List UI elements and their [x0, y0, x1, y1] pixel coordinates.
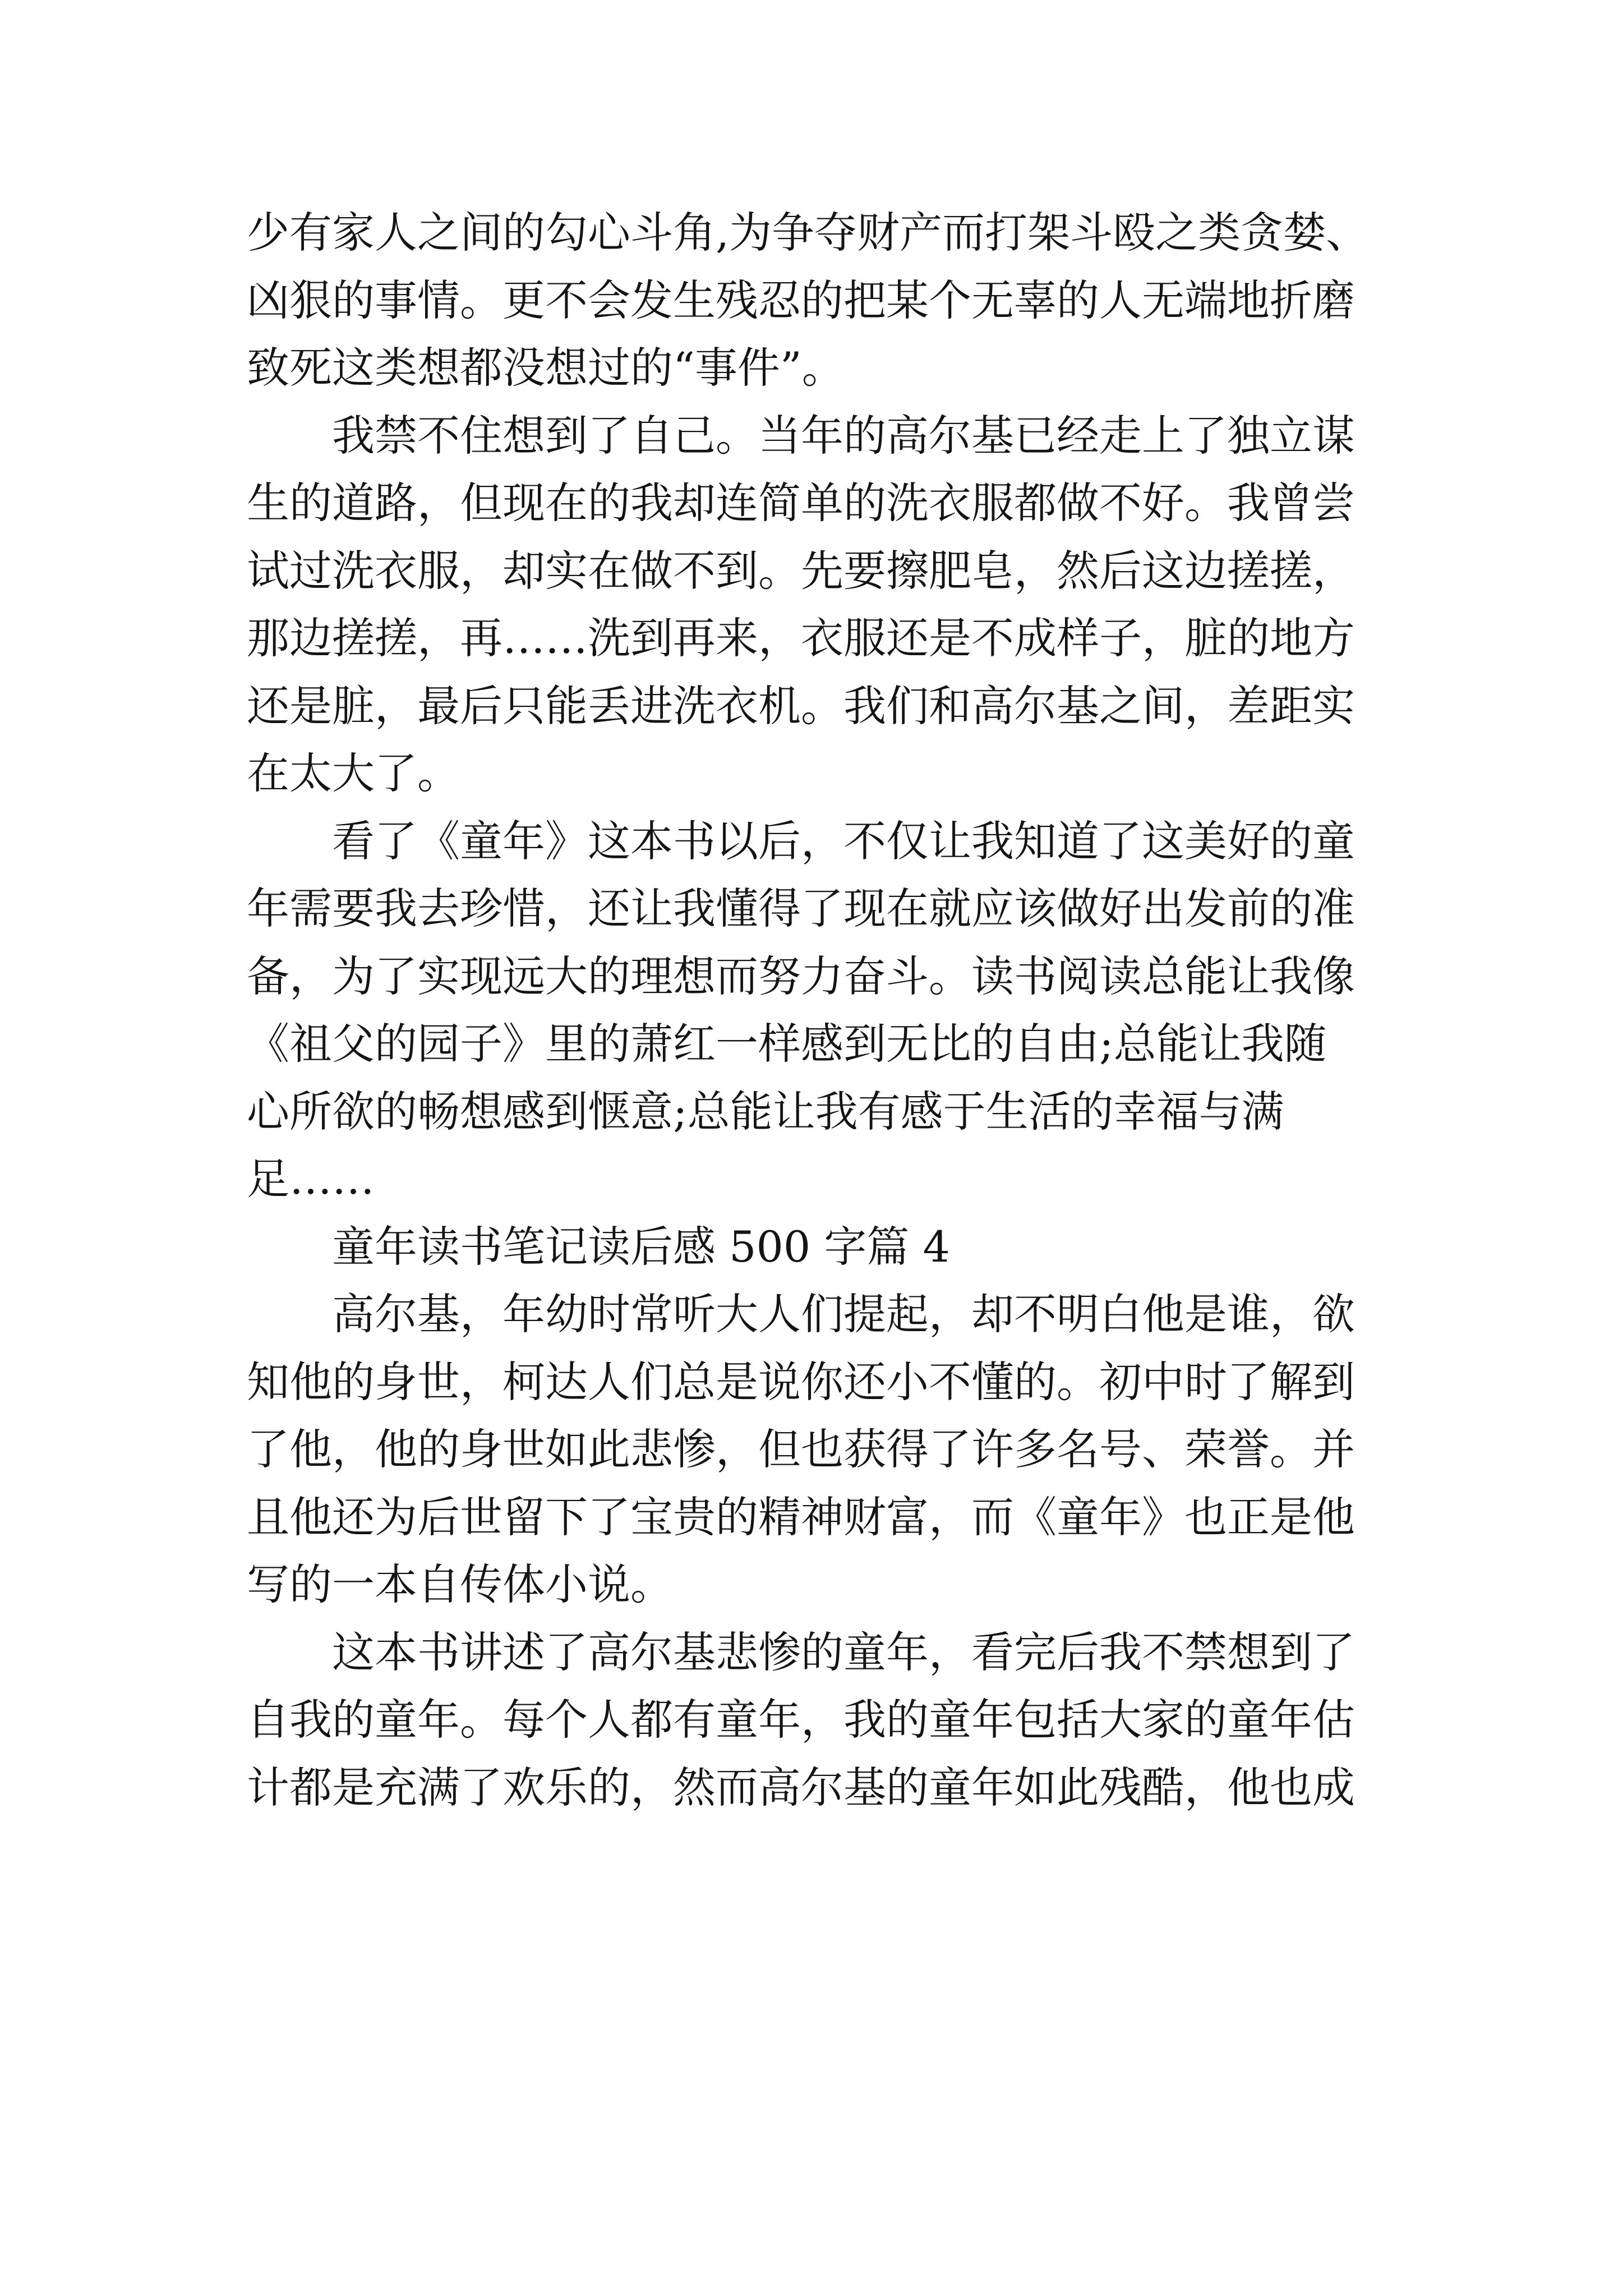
text-line: 足……: [247, 1154, 375, 1204]
text-line: 在太大了。: [247, 748, 460, 798]
document-body: [247, 199, 1424, 1821]
text-line: 了他，他的身世如此悲惨，但也获得了许多名号、荣誉。并: [247, 1424, 1355, 1474]
paragraph-first-line: 看了《童年》这本书以后，不仅让我知道了这美好的童: [332, 816, 1355, 866]
text-line: 那边搓搓，再……洗到再来，衣服还是不成样子，脏的地方: [247, 613, 1355, 663]
text-line: 《祖父的园子》里的萧红一样感到无比的自由;总能让我随: [247, 1019, 1327, 1069]
text-line: 计都是充满了欢乐的，然而高尔基的童年如此残酷，他也成: [247, 1762, 1355, 1812]
text-line: 生的道路，但现在的我却连简单的洗衣服都做不好。我曾尝: [247, 478, 1355, 528]
text-line: 备，为了实现远大的理想而努力奋斗。读书阅读总能让我像: [247, 951, 1355, 1001]
text-line: 心所欲的畅想感到惬意;总能让我有感于生活的幸福与满: [247, 1086, 1284, 1137]
text-line: 写的一本自传体小说。: [247, 1559, 673, 1609]
paragraph-first-line: 高尔基，年幼时常听大人们提起，却不明白他是谁，欲: [332, 1289, 1355, 1339]
paragraph-first-line: 这本书讲述了高尔基悲惨的童年，看完后我不禁想到了: [332, 1627, 1355, 1677]
section-heading: 童年读书笔记读后感 500 字篇 4: [332, 1221, 950, 1272]
paragraph-first-line: 我禁不住想到了自己。当年的高尔基已经走上了独立谋: [332, 410, 1355, 461]
text-line: 试过洗衣服，却实在做不到。先要擦肥皂，然后这边搓搓，: [247, 545, 1355, 596]
text-line: 年需要我去珍惜，还让我懂得了现在就应该做好出发前的准: [247, 884, 1355, 933]
text-line: 凶狠的事情。更不会发生残忍的把某个无辜的人无端地折磨: [247, 275, 1355, 325]
text-line: 且他还为后世留下了宝贵的精神财富，而《童年》也正是他: [247, 1492, 1355, 1542]
text-line: 致死这类想都没想过的“事件”。: [247, 343, 845, 393]
text-line: 知他的身世，柯达人们总是说你还小不懂的。初中时了解到: [247, 1356, 1355, 1407]
text-line: 还是脏，最后只能丢进洗衣机。我们和高尔基之间，差距实: [247, 680, 1355, 731]
text-line: 自我的童年。每个人都有童年，我的童年包括大家的童年估: [247, 1695, 1355, 1745]
text-line: 少有家人之间的勾心斗角,为争夺财产而打架斗殴之类贪婪、: [247, 208, 1369, 257]
